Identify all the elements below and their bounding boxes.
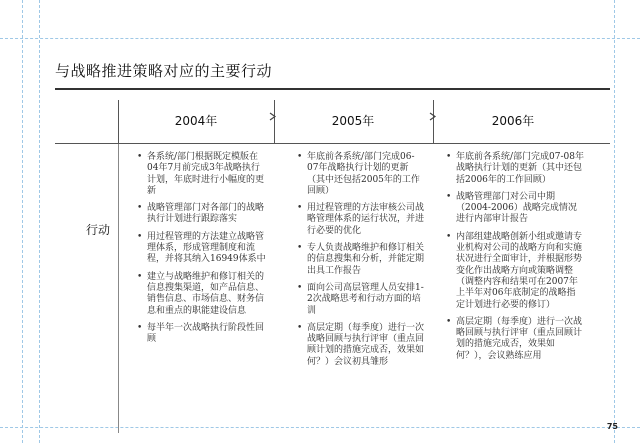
guide-line [614, 0, 615, 443]
list-item: • 高层定期（每季度）进行一次战略回顾与执行评审（重点回顾计划的措施完成否，效果如何？）会议初具雏形 [297, 323, 424, 368]
actions-2005-list [297, 152, 424, 374]
grid-line [118, 100, 119, 143]
chevron-right-icon [268, 112, 277, 121]
list-item: • 各系统/部门根据既定模版在04年7月前完成3年战略执行计划，年底时进行小幅度的更新 [137, 152, 268, 197]
slide-title: 与战略推进策略对应的主要行动 [55, 62, 273, 80]
actions-2004-list [137, 152, 268, 351]
list-item: • 用过程管理的方法审核公司战略管理体系的运行状况，并进行必要的优化 [297, 203, 424, 237]
list-item: • 每半年一次战略执行阶段性回顾 [137, 323, 268, 346]
list-item: • 专人负责战略维护和修订相关的信息搜集和分析，并能定期出具工作报告 [297, 243, 424, 277]
grid-line [55, 143, 610, 144]
guide-line [22, 0, 23, 443]
chevron-right-icon [428, 112, 437, 121]
grid-line [118, 143, 119, 433]
year-header-2004: 2004年 [174, 114, 218, 128]
row-label-actions: 行动 [86, 223, 111, 237]
year-header-2005: 2005年 [331, 114, 375, 128]
guide-line [0, 38, 640, 39]
list-item: • 战略管理部门对公司中期（2004-2006）战略完成情况进行内部审计报告 [446, 192, 584, 226]
grid-line [433, 100, 434, 143]
list-item: • 内部组建战略创新小组或邀请专业机构对公司的战略方向和实施状况进行全面审计，并根据形势变化作出战略方向或策略调整（调整内容和结果可在2007年上半年对06年底制定的战略指定计划进行必要的修订） [446, 232, 584, 311]
list-item: • 年底前各系统/部门完成06-07年战略执行计划的更新（其中还包括2005年的工作回顾） [297, 152, 424, 197]
grid-line [274, 100, 275, 143]
guide-line [0, 427, 640, 428]
actions-2006-list [446, 152, 584, 368]
year-header-2006: 2006年 [491, 114, 535, 128]
page-number: 75 [606, 422, 618, 431]
list-item: • 面向公司高层管理人员安排1-2次战略思考和行动方面的培训 [297, 283, 424, 317]
title-divider [55, 88, 610, 90]
guide-line [39, 0, 40, 443]
list-item: • 年底前各系统/部门完成07-08年战略执行计划的更新（其中还包括2006年的工作回顾） [446, 152, 584, 186]
list-item: • 建立与战略维护和修订相关的信息搜集渠道，如产品信息、销售信息、市场信息、财务信息和重点的职能建设信息 [137, 272, 268, 317]
list-item: • 战略管理部门对各部门的战略执行计划进行跟踪落实 [137, 203, 268, 226]
list-item: • 用过程管理的方法建立战略管理体系，形成管理制度和流程，并将其纳入16949体系中 [137, 232, 268, 266]
list-item: • 高层定期（每季度）进行一次战略回顾与执行评审（重点回顾计划的措施完成否，效果如何？），会议熟练应用 [446, 317, 584, 362]
